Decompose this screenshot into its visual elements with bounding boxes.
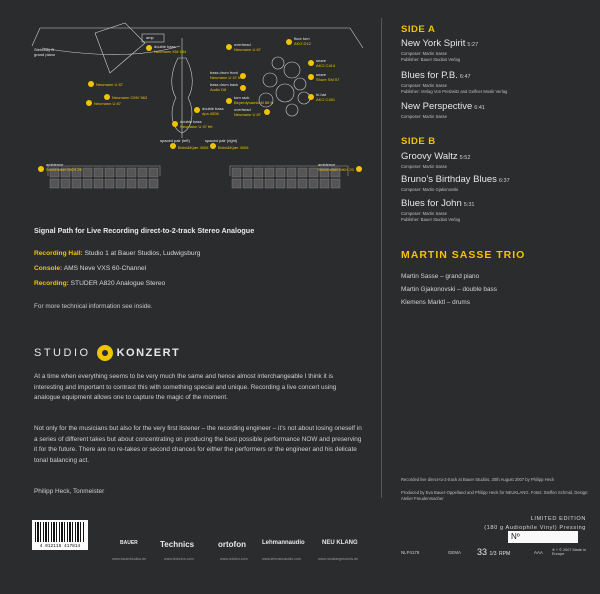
mic-name: Neumann KM 184 [154,49,187,54]
mic-icon [38,166,44,172]
mic-icon [356,166,362,172]
logo-left: STUDIO [34,347,91,359]
track [401,101,485,112]
rpm-fraction: 1/3 [489,551,497,557]
track-credit: Publisher: Bauer Studios Verlag [401,57,461,62]
mic-name: Audix D6 [210,87,227,92]
mic-role: double bass [202,106,224,111]
record-disc-icon [97,345,113,361]
mic-role: tom rack [234,95,250,100]
track-credit: Composer: Martin Sasse [401,83,448,88]
recording [34,280,165,287]
mic-role: bass drum back [210,82,239,87]
mic-name: Neumann CMV 563 [112,95,148,100]
track-duration: 5:27 [467,42,479,48]
track [401,38,478,49]
gema-mark: GEMA [448,550,461,555]
mic-role: double bass [154,44,176,49]
track-credit: Composer: Martin Sasse [401,211,448,216]
signature: Philipp Heck, Tonmeister [34,488,105,495]
mic-role: spaced pair (right) [205,138,238,143]
rpm-unit: RPM [499,551,511,557]
mic-icon [88,81,94,87]
mic-role: overhead [234,107,251,112]
recording-hall-value: Studio 1 at Bauer Studios, Ludwigsburg [84,250,201,257]
rpm-value: 33 [477,547,488,557]
mic-icon [308,60,314,66]
amp-label: amp [146,35,154,40]
brand-lehmannaudio: Lehmannaudio [262,540,305,546]
mic-icon [308,94,314,100]
copyright: ℗ + © 2007 Made in Europe [552,548,586,556]
mic-name: Neumann U 47 fet [180,124,213,129]
piano-label: Steinway B grand piano [34,47,56,57]
stage-diagram [30,18,370,213]
mic-name: Neumann U 67 [234,47,261,52]
mic-name: Neumann U 87 [96,82,123,87]
mic-name: Sennheiser MKH 20 [318,167,354,172]
mic-role: ambience [318,162,336,167]
mic-role: ambience [46,162,64,167]
limited-edition-line2: (180 g Audiophile Vinyl) Pressing [484,525,586,531]
track-credit: Composer: Martin Sasse [401,164,448,169]
band-name: MARTIN SASSE TRIO [401,249,526,261]
band-member: Klemens Marktl – drums [401,299,470,306]
mic-icon [170,143,176,149]
liner-paragraph-1: At a time when everything seems to be very much the same and hence almost interchangeable I think it is interesting and important to contrast this with something special and unique. Recording a live concert using analogue equipment allows one to capture the magic of the moment. [34,373,337,402]
console-value: AMS Neve VXS 60-Channel [63,265,147,272]
mic-name: AKG D12 [294,41,311,46]
recording-hall [34,250,200,257]
recording-label: Recording: [34,280,69,287]
track [401,151,470,162]
console-label: Console: [34,265,63,272]
track-duration: 6:47 [459,74,471,80]
mic-role: snare [316,72,327,77]
aaa-mark: AAA [534,550,543,555]
mic-icon [210,143,216,149]
mic-icon [194,107,200,113]
mic-role: snare [316,58,327,63]
mic-role: bass drum front [210,70,238,75]
mic-name: Neumann U 87 [234,112,261,117]
pressing-number-box: Nº [508,531,578,543]
brand-url: www.neuklangrecords.de [318,557,359,561]
column-divider [381,18,382,498]
mic-role: floor tom [294,36,310,41]
barcode-bars [35,522,85,542]
mic-icon [226,44,232,50]
track-credit: Composer: Martin Sasse [401,114,448,119]
brand-neuklang: NEU KLANG [322,540,358,546]
track-duration: 6:37 [498,178,510,184]
mic-icon [240,85,246,91]
track [401,70,471,81]
track-title: Blues for P.B. [401,70,458,81]
track-title: New York Spirit [401,38,466,49]
logo-right: KONZERT [116,347,181,359]
band-member: Martin Gjakonovski – double bass [401,286,497,293]
rpm [477,547,510,557]
track-credit: Composer: Martin Sasse [401,51,448,56]
mic-name: dpa 4006 [202,111,219,116]
barcode [32,520,88,550]
track-credit: Publisher: Bauer Studios Verlag [401,217,461,222]
recording-value: STUDER A820 Analogue Stereo [70,280,166,287]
track-title: Blues for John [401,198,462,209]
mic-role: overhead [234,42,251,47]
track-duration: 5:52 [459,155,471,161]
track-title: Groovy Waltz [401,151,458,162]
track-title: Bruno’s Birthday Blues [401,174,497,185]
brand-url: www.technics.com [164,557,194,561]
brand-ortofon: ortofon [218,540,246,549]
side-a-heading: SIDE A [401,24,436,35]
track [401,198,474,209]
mic-icon [308,74,314,80]
track [401,174,510,185]
produced-note: Produced by Eva Bauer-Oppelland and Philipp Heck for NEUKLANG. Fotos: Steffen Schmid, Design: Atelier Freudenmacher [401,490,589,501]
side-b-heading: SIDE B [401,136,436,147]
liner-paragraph-2: Not only for the musicians but also for the very first listener – the recording engineer – it’s not about losing oneself in a series of different takes but about concentrating on producing the best possible performance NOW and preserving it for the future. There are no re-takes or second chances for either the performers or the engineer and his delicate tonal balancing act. [34,425,362,464]
mic-name: Beyerdynamic M 88 N [234,100,274,105]
track-credit: Publisher: Verlag Von Pretzwitz and Gelfner Musik Verlag [401,89,508,94]
signal-path-title: Signal Path for Live Recording direct-to-2-track Stereo Analogue [34,226,255,235]
brand-url: www.lehmannaudio.com [262,557,301,561]
mic-name: Neumann U 87 [94,101,121,106]
limited-edition-line1: LIMITED EDITION [530,516,586,522]
brand-url: www.bauerstudios.de [112,557,147,561]
mic-icon [86,100,92,106]
track-title: New Perspective [401,101,473,112]
mic-icon [264,109,270,115]
mic-name: Brüel&Kjær 4006 [218,145,249,150]
mic-name: AKG C451 [316,97,336,102]
brand-url: www.ortofon.com [220,557,248,561]
mic-icon [104,94,110,100]
mic-name: Brüel&Kjær 4006 [178,145,209,150]
band-member: Martin Sasse – grand piano [401,273,480,280]
recorded-note: Recorded live direct-to-2-track at Bauer Studios, 30th August 2007 by Philipp Heck [401,477,555,482]
mic-role: double bass [180,119,202,124]
mic-name: AKG C414 [316,63,336,68]
console [34,265,146,272]
catalog-number: NLP4178 [401,550,420,555]
mic-name: Sennheiser MKH 20 [46,167,82,172]
mic-icon [146,45,152,51]
more-info-text: For more technical information see inside. [34,303,153,310]
mic-icon [172,121,178,127]
track-duration: 6:41 [474,105,485,111]
mic-name: Shure SM 57 [316,77,340,82]
mic-icon [286,39,292,45]
brand-technics: Technics [160,540,195,549]
studio-konzert-logo [34,343,180,363]
track-duration: 5:31 [463,202,475,208]
recording-hall-label: Recording Hall: [34,250,83,257]
brand-bauer: BAUER [120,540,138,546]
mic-name: Neumann U 47 fet [210,75,243,80]
mic-role: hi-hat [316,92,327,97]
track-credit: Composer: Martin Gjakonovski [401,187,459,192]
mic-role: spaced pair (left) [160,138,190,143]
mic-icon [226,98,232,104]
barcode-number: 4 012116 417814 [39,544,81,549]
